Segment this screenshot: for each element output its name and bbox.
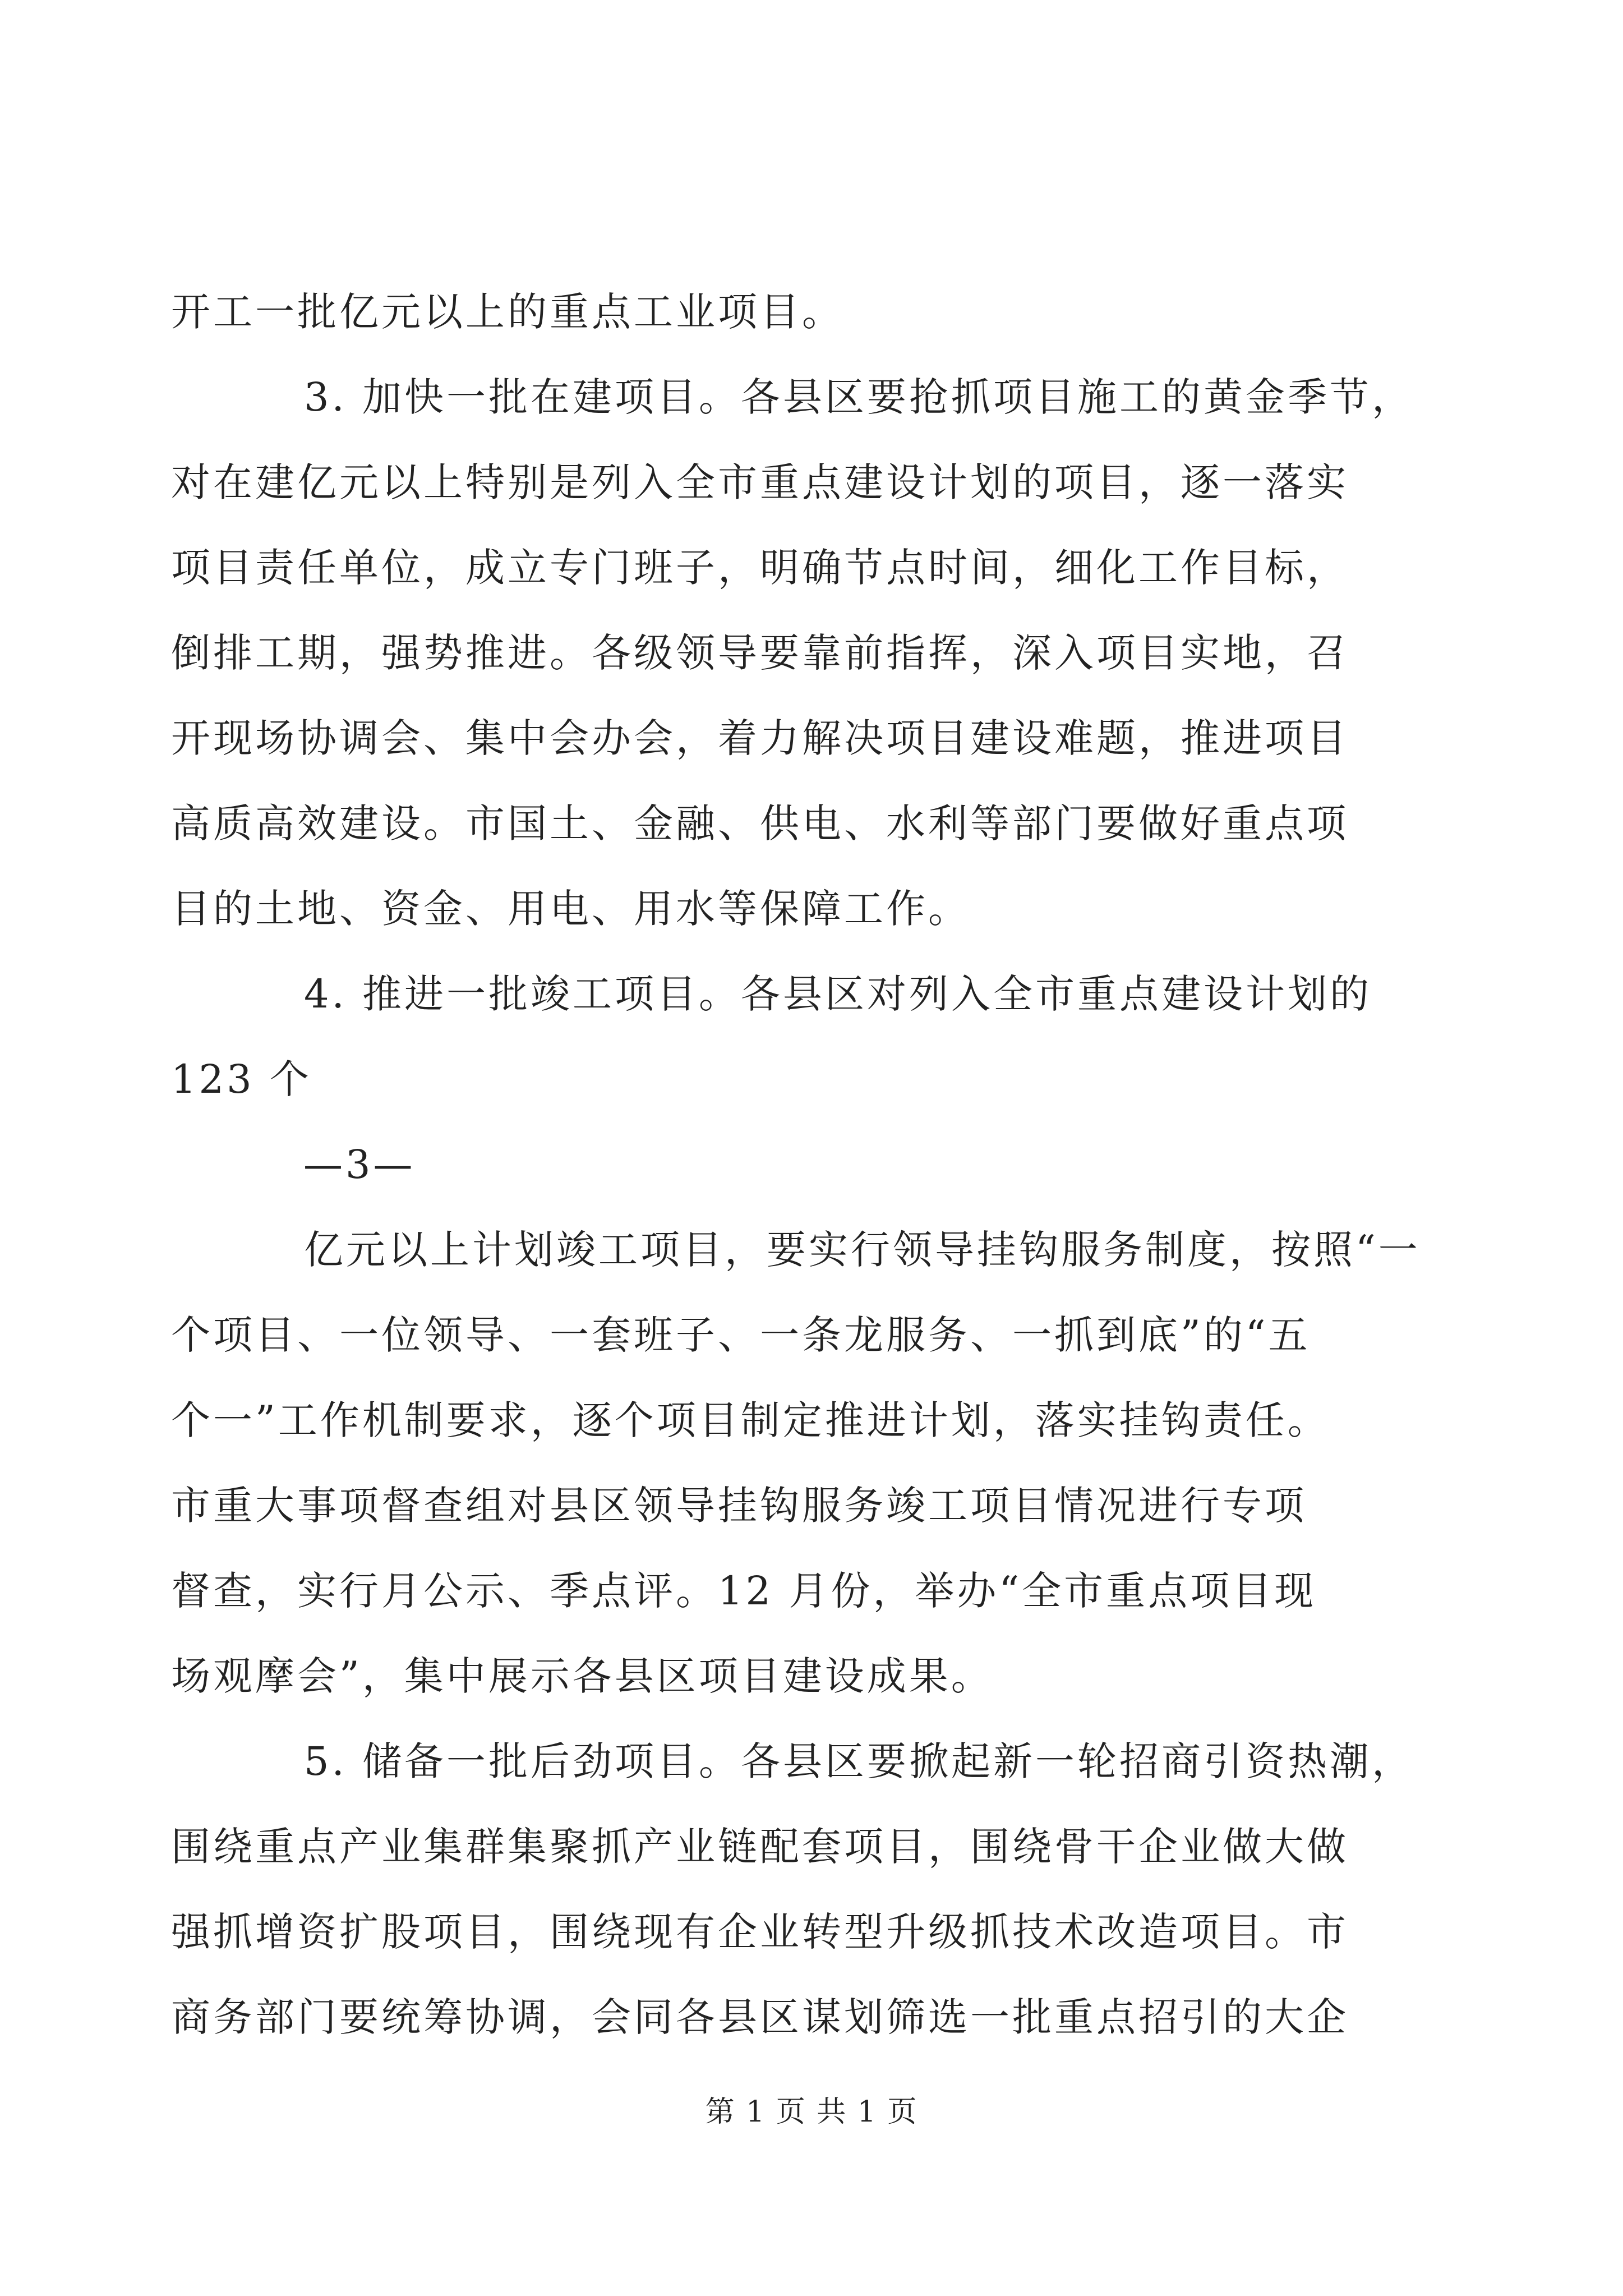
text-line: 市重大事项督查组对县区领导挂钩服务竣工项目情况进行专项 [171,1483,1307,1529]
text-line: 个项目、一位领导、一套班子、一条龙服务、一抓到底”的“五 [171,1312,1311,1358]
text-line: 高质高效建设。市国土、金融、供电、水利等部门要做好重点项 [171,800,1349,846]
page-footer: 第 1 页 共 1 页 [705,2095,918,2129]
text-line: 围绕重点产业集群集聚抓产业链配套项目，围绕骨干企业做大做 [171,1824,1349,1870]
text-line: 开现场协调会、集中会办会，着力解决项目建设难题，推进项目 [171,715,1349,761]
text-line: 亿元以上计划竣工项目，要实行领导挂钩服务制度，按照“一 [304,1227,1421,1273]
text-line: 123 个 [171,1056,312,1102]
text-line: 目的土地、资金、用电、用水等保障工作。 [171,886,970,932]
text-line: 开工一批亿元以上的重点工业项目。 [171,289,844,335]
text-line: 项目责任单位，成立专门班子，明确节点时间，细化工作目标， [171,545,1349,591]
text-line: 个一”工作机制要求，逐个项目制定推进计划，落实挂钩责任。 [171,1397,1330,1443]
text-line: 督查，实行月公示、季点评。12 月份，举办“全市重点项目现 [171,1568,1317,1614]
paragraph-heading-5: 5. 储备一批后劲项目。各县区要掀起新一轮招商引资热潮， [304,1738,1414,1784]
text-line: 对在建亿元以上特别是列入全市重点建设计划的项目，逐一落实 [171,459,1349,505]
inline-page-number: —3— [303,1142,416,1188]
text-line: 强抓增资扩股项目，围绕现有企业转型升级抓技术改造项目。市 [171,1909,1349,1955]
text-line: 场观摩会”，集中展示各县区项目建设成果。 [171,1653,993,1699]
text-line: 商务部门要统筹协调，会同各县区谋划筛选一批重点招引的大企 [171,1994,1349,2040]
paragraph-heading-3: 3. 加快一批在建项目。各县区要抢抓项目施工的黄金季节， [304,374,1414,420]
document-body [171,269,1438,2060]
paragraph-heading-4: 4. 推进一批竣工项目。各县区对列入全市重点建设计划的 [304,971,1372,1017]
text-line: 倒排工期，强势推进。各级领导要靠前指挥，深入项目实地，召 [171,630,1349,676]
